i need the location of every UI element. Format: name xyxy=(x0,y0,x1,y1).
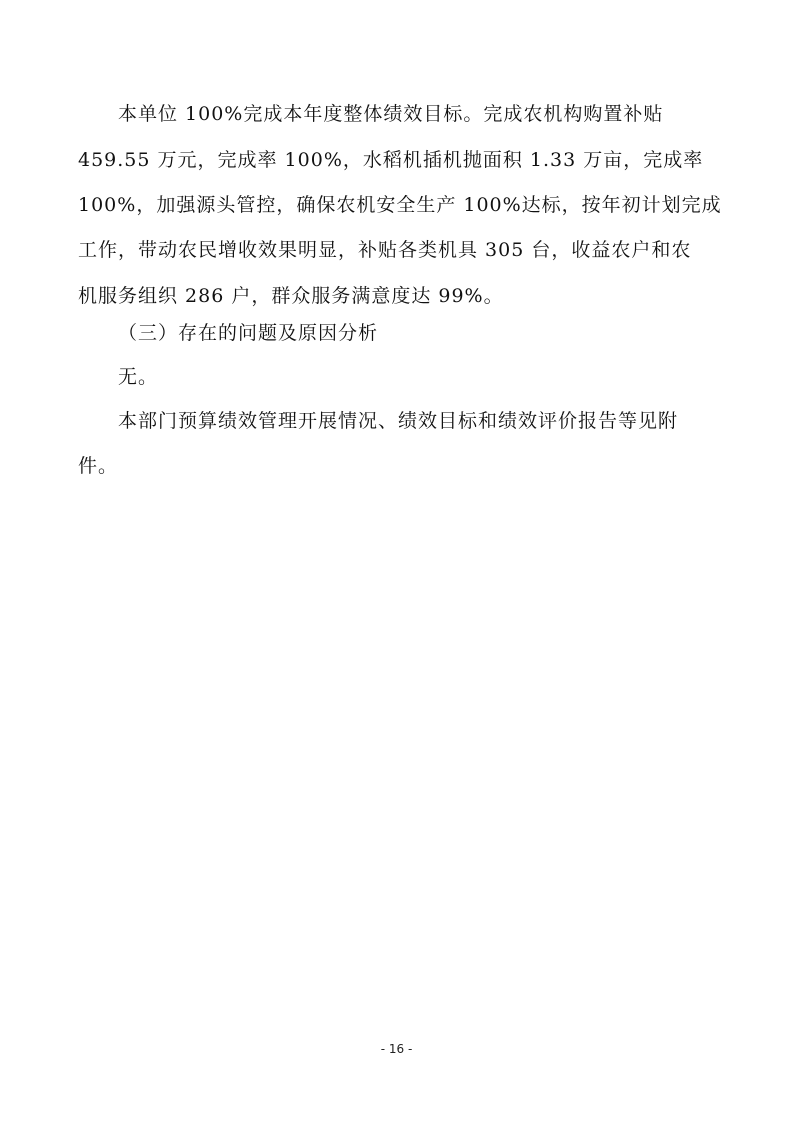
summary-line-2: 459.55 万元，完成率 100%，水稻机插机抛面积 1.33 万亩，完成率 xyxy=(78,149,704,171)
page-number: - 16 - xyxy=(380,1042,413,1056)
problems-text: 无。 xyxy=(118,366,159,388)
summary-line-3: 100%，加强源头管控，确保农机安全生产 100%达标，按年初计划完成 xyxy=(78,194,722,216)
attachment-note-line-2: 件。 xyxy=(78,455,119,477)
summary-line-1: 本单位 100%完成本年度整体绩效目标。完成农机构购置补贴 xyxy=(118,103,664,125)
section-heading: （三）存在的问题及原因分析 xyxy=(118,322,379,344)
summary-line-4: 工作，带动农民增收效果明显，补贴各类机具 305 台，收益农户和农 xyxy=(78,239,692,261)
summary-line-5: 机服务组织 286 户，群众服务满意度达 99%。 xyxy=(78,285,504,307)
attachment-note-line-1: 本部门预算绩效管理开展情况、绩效目标和绩效评价报告等见附 xyxy=(118,410,679,432)
